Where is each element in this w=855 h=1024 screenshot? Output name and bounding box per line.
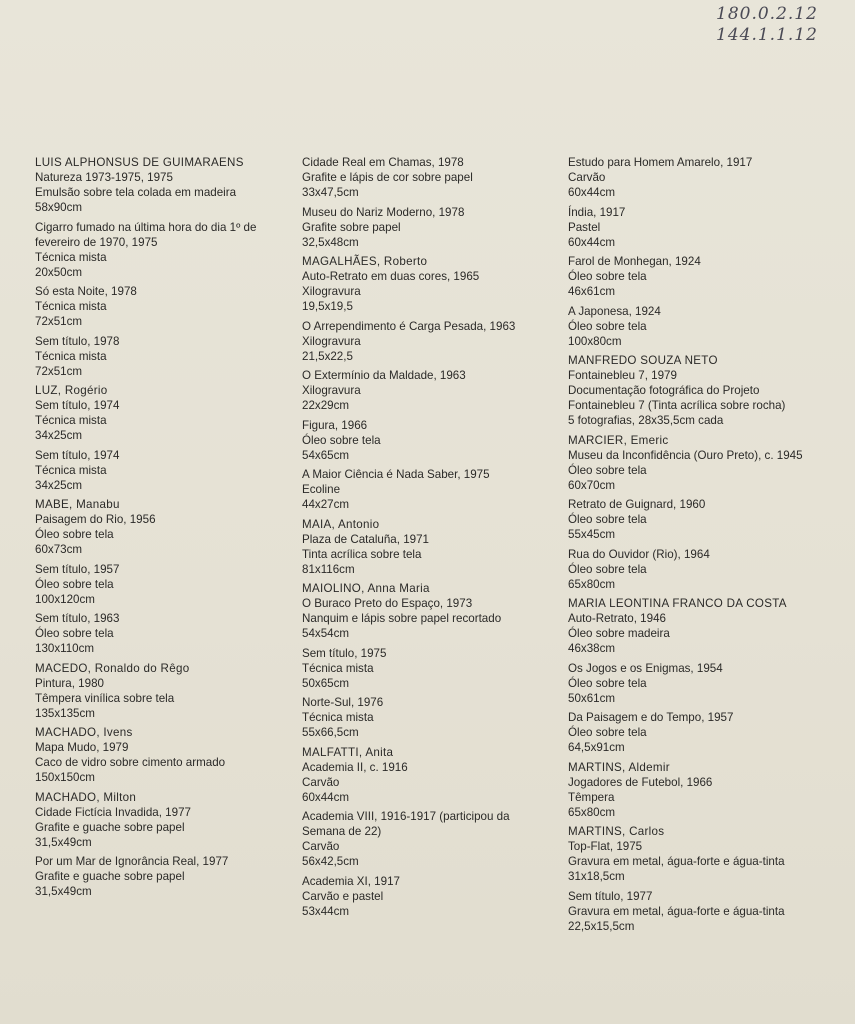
catalog-entry (35, 383, 285, 443)
artist-name: MAIA, Antonio (302, 517, 380, 531)
artwork-dimensions: 34x25cm (35, 429, 83, 442)
artwork-dimensions: 58x90cm (35, 201, 83, 214)
artwork-dimensions: 150x150cm (35, 771, 95, 784)
artist-name: LUIS ALPHONSUS DE GUIMARAENS (35, 156, 244, 169)
handwritten-annotation (716, 4, 818, 46)
artwork-medium: Óleo sobre tela (568, 726, 647, 739)
artwork-medium: Técnica mista (35, 349, 107, 363)
artist-name: MACEDO, Ronaldo do Rêgo (35, 661, 190, 675)
artwork-medium: Carvão e pastel (302, 889, 384, 903)
artist-name: MAIOLINO, Anna Maria (302, 582, 430, 595)
catalog-entry (568, 497, 838, 542)
artwork-medium: Técnica mista (35, 463, 107, 477)
artwork-title: Farol de Monhegan, 1924 (568, 255, 701, 268)
artist-name: MALFATTI, Anita (302, 745, 394, 759)
artist-name: MARTINS, Carlos (568, 825, 665, 838)
artwork-title: Sem título, 1963 (35, 612, 120, 625)
artwork-title: Sem título, 1957 (35, 562, 120, 576)
artwork-title: Sem título, 1974 (35, 448, 120, 462)
artwork-medium: Óleo sobre tela (302, 433, 381, 447)
artwork-title: Mapa Mudo, 1979 (35, 741, 129, 754)
artwork-medium: Óleo sobre tela (568, 676, 647, 690)
artwork-dimensions: 21,5x22,5 (302, 349, 353, 363)
artwork-medium: Técnica mista (302, 661, 374, 675)
artwork-dimensions: 60x44cm (568, 186, 616, 199)
artwork-medium: Óleo sobre tela (568, 270, 647, 283)
artwork-dimensions: 50x65cm (302, 676, 350, 690)
artwork-dimensions: 100x120cm (35, 592, 95, 606)
artwork-medium: Técnica mista (35, 250, 107, 264)
catalog-entry (568, 205, 838, 250)
artwork-dimensions: 54x54cm (302, 627, 350, 640)
artwork-title: Estudo para Homem Amarelo, 1917 (568, 156, 753, 169)
artwork-medium: Xilogravura (302, 384, 361, 397)
artwork-dimensions: 72x51cm (35, 315, 83, 328)
artwork-dimensions: 56x42,5cm (302, 855, 359, 868)
artwork-title: Da Paisagem e do Tempo, 1957 (568, 711, 734, 724)
catalog-entry (35, 725, 285, 785)
artwork-medium: Pastel (568, 220, 601, 234)
artwork-dimensions: 19,5x19,5 (302, 300, 353, 313)
artwork-medium: Caco de vidro sobre cimento armado (35, 756, 226, 769)
artwork-dimensions: 50x61cm (568, 691, 616, 705)
artwork-medium: Grafite e guache sobre papel (35, 820, 185, 834)
artwork-title: Índia, 1917 (568, 205, 626, 219)
artwork-dimensions: 72x51cm (35, 364, 83, 378)
artwork-title: Academia VIII, 1916-1917 (participou da Semana de 22) (302, 810, 510, 838)
artwork-medium: Nanquim e lápis sobre papel recortado (302, 612, 502, 625)
catalog-entry (35, 790, 285, 850)
catalog-entry (568, 710, 838, 755)
catalog-entry (568, 889, 838, 934)
catalog-entry (568, 304, 838, 349)
catalog-entry (302, 517, 552, 577)
catalog-entry (35, 562, 285, 607)
artwork-medium: Carvão (302, 775, 340, 789)
artwork-medium: Óleo sobre tela (568, 319, 647, 333)
artwork-dimensions: 64,5x91cm (568, 741, 625, 754)
artwork-title: Jogadores de Futebol, 1966 (568, 775, 713, 789)
artwork-title: Sem título, 1975 (302, 646, 387, 660)
artwork-title: Por um Mar de Ignorância Real, 1977 (35, 855, 229, 868)
catalog-entry (35, 334, 285, 379)
artwork-medium: Emulsão sobre tela colada em madeira (35, 186, 237, 199)
catalog-entry (302, 155, 552, 200)
artwork-title: Academia XI, 1917 (302, 874, 400, 888)
artwork-title: Museu da Inconfidência (Ouro Preto), c. 1945 (568, 448, 803, 462)
artist-name: MACHADO, Milton (35, 790, 137, 804)
artwork-dimensions: 32,5x48cm (302, 235, 359, 249)
catalog-entry (302, 874, 552, 919)
artwork-medium: Xilogravura (302, 334, 361, 348)
artwork-dimensions: 34x25cm (35, 478, 83, 492)
artwork-title: Paisagem do Rio, 1956 (35, 513, 156, 526)
artwork-title: A Japonesa, 1924 (568, 304, 661, 318)
artwork-dimensions: 65x80cm (568, 805, 616, 819)
annotation-line: 180.0.2.12 (716, 4, 818, 24)
artwork-medium: Tinta acrílica sobre tela (302, 547, 422, 561)
catalog-entry (302, 205, 552, 250)
artwork-dimensions: 44x27cm (302, 498, 350, 511)
artwork-medium: Têmpera vinílica sobre tela (35, 691, 175, 705)
artwork-dimensions: 31x18,5cm (568, 870, 625, 883)
artwork-medium: Óleo sobre tela (568, 513, 647, 526)
artist-name: MARIA LEONTINA FRANCO DA COSTA (568, 597, 787, 610)
artist-name: MAGALHÃES, Roberto (302, 255, 428, 268)
artwork-dimensions: 20x50cm (35, 265, 83, 279)
artwork-medium: Técnica mista (302, 711, 374, 724)
artwork-medium: Xilogravura (302, 285, 361, 298)
artwork-title: Cidade Real em Chamas, 1978 (302, 156, 464, 169)
artwork-title: Retrato de Guignard, 1960 (568, 498, 706, 511)
artwork-medium: Óleo sobre madeira (568, 627, 670, 640)
artwork-medium: Carvão (568, 171, 606, 184)
artwork-title: Natureza 1973-1975, 1975 (35, 171, 173, 184)
artwork-title: Museu do Nariz Moderno, 1978 (302, 205, 465, 219)
artwork-medium: Óleo sobre tela (568, 463, 647, 477)
artwork-dimensions: 33x47,5cm (302, 186, 359, 199)
artwork-medium: Grafite e guache sobre papel (35, 870, 185, 883)
artist-name: MARTINS, Aldemir (568, 760, 670, 774)
artwork-medium: Gravura em metal, água-forte e água-tinta (568, 904, 785, 918)
artwork-dimensions: 53x44cm (302, 904, 350, 918)
catalog-entry (35, 661, 285, 721)
artwork-dimensions: 54x65cm (302, 448, 350, 462)
artwork-medium: Ecoline (302, 483, 341, 496)
artwork-title: Norte-Sul, 1976 (302, 696, 384, 709)
catalog-entry (568, 661, 838, 706)
artwork-dimensions: 135x135cm (35, 706, 95, 720)
artwork-medium: Técnica mista (35, 414, 107, 427)
artwork-title: Cigarro fumado na última hora do dia 1º de fevereiro de 1970, 1975 (35, 220, 257, 249)
artwork-dimensions: 81x116cm (302, 562, 355, 576)
artwork-title: Plaza de Cataluña, 1971 (302, 532, 429, 546)
catalog-entry (302, 646, 552, 691)
artwork-title: O Arrependimento é Carga Pesada, 1963 (302, 319, 516, 333)
catalog-entry (302, 254, 552, 314)
artwork-medium: Fontainebleu 7 (Tinta acrílica sobre rocha) (568, 399, 786, 412)
catalog-entry (35, 220, 285, 280)
artist-name: MARCIER, Emeric (568, 433, 669, 447)
artwork-dimensions: 46x61cm (568, 285, 616, 298)
artwork-dimensions: 60x70cm (568, 478, 616, 492)
artwork-title: Rua do Ouvidor (Rio), 1964 (568, 547, 710, 561)
annotation-line: 144.1.1.12 (716, 25, 818, 45)
catalog-entry (568, 353, 838, 428)
artwork-title: Top-Flat, 1975 (568, 840, 643, 853)
artwork-title: Os Jogos e os Enigmas, 1954 (568, 661, 723, 675)
catalog-entry (302, 418, 552, 463)
catalog-column-3 (568, 155, 838, 938)
artwork-title: Sem título, 1977 (568, 889, 653, 903)
catalog-entry (568, 824, 838, 884)
artwork-medium: Óleo sobre tela (568, 562, 647, 576)
artwork-title: Pintura, 1980 (35, 676, 104, 690)
catalog-entry (35, 155, 285, 215)
catalog-entry (302, 745, 552, 805)
artwork-dimensions: 31,5x49cm (35, 835, 92, 849)
artwork-title: Sem título, 1974 (35, 399, 120, 412)
catalog-column-2 (302, 155, 552, 923)
artwork-title: Fontainebleu 7, 1979 (568, 369, 677, 382)
artwork-title: O Extermínio da Maldade, 1963 (302, 369, 466, 382)
artwork-title: Só esta Noite, 1978 (35, 285, 137, 298)
artwork-medium: Óleo sobre tela (35, 577, 114, 591)
catalog-entry (35, 611, 285, 656)
artwork-dimensions: 46x38cm (568, 642, 616, 655)
artwork-dimensions: 31,5x49cm (35, 885, 92, 898)
artwork-dimensions: 60x44cm (568, 235, 616, 249)
catalog-entry (35, 497, 285, 557)
artwork-medium: Óleo sobre tela (35, 528, 114, 541)
artist-name: MABE, Manabu (35, 498, 120, 511)
artwork-title: O Buraco Preto do Espaço, 1973 (302, 597, 473, 610)
artwork-dimensions: 100x80cm (568, 334, 622, 348)
artwork-title: Auto-Retrato em duas cores, 1965 (302, 270, 480, 283)
artwork-dimensions: 60x73cm (35, 543, 83, 556)
artwork-medium: Carvão (302, 840, 340, 853)
artist-name: LUZ, Rogério (35, 384, 108, 397)
catalog-column-1 (35, 155, 285, 904)
artwork-dimensions: 55x66,5cm (302, 726, 359, 739)
artwork-dimensions: 130x110cm (35, 642, 95, 655)
catalog-entry (568, 155, 838, 200)
artwork-dimensions: 60x44cm (302, 790, 350, 804)
artwork-dimensions: 22x29cm (302, 399, 350, 412)
artwork-medium: Gravura em metal, água-forte e água-tinta (568, 855, 785, 868)
catalog-entry (35, 854, 285, 899)
catalog-entry (568, 596, 838, 656)
catalog-entry (35, 284, 285, 329)
artwork-title: Figura, 1966 (302, 418, 368, 432)
artwork-medium: Óleo sobre tela (35, 627, 114, 640)
catalog-entry (568, 433, 838, 493)
catalog-entry (302, 319, 552, 364)
artwork-medium: Têmpera (568, 790, 615, 804)
artwork-medium: Documentação fotográfica do Projeto (568, 384, 760, 397)
catalog-entry (302, 581, 552, 641)
catalog-entry (568, 547, 838, 592)
artwork-title: Sem título, 1978 (35, 334, 120, 348)
artwork-dimensions: 55x45cm (568, 528, 616, 541)
catalog-entry (568, 254, 838, 299)
catalog-entry (35, 448, 285, 493)
catalog-entry (302, 809, 552, 869)
artwork-dimensions: 22,5x15,5cm (568, 919, 635, 933)
catalog-entry (568, 760, 838, 820)
artwork-title: Academia II, c. 1916 (302, 760, 408, 774)
catalog-entry (302, 467, 552, 512)
artwork-title: Cidade Fictícia Invadida, 1977 (35, 805, 191, 819)
artwork-medium: Grafite sobre papel (302, 220, 401, 234)
artist-name: MANFREDO SOUZA NETO (568, 354, 718, 367)
artwork-dimensions: 65x80cm (568, 577, 616, 591)
artwork-dimensions: 5 fotografias, 28x35,5cm cada (568, 414, 724, 427)
artwork-title: Auto-Retrato, 1946 (568, 612, 666, 625)
artist-name: MACHADO, Ivens (35, 726, 133, 739)
artwork-medium: Técnica mista (35, 300, 107, 313)
catalog-entry (302, 695, 552, 740)
catalog-entry (302, 368, 552, 413)
artwork-title: A Maior Ciência é Nada Saber, 1975 (302, 468, 490, 481)
artwork-medium: Grafite e lápis de cor sobre papel (302, 171, 473, 184)
